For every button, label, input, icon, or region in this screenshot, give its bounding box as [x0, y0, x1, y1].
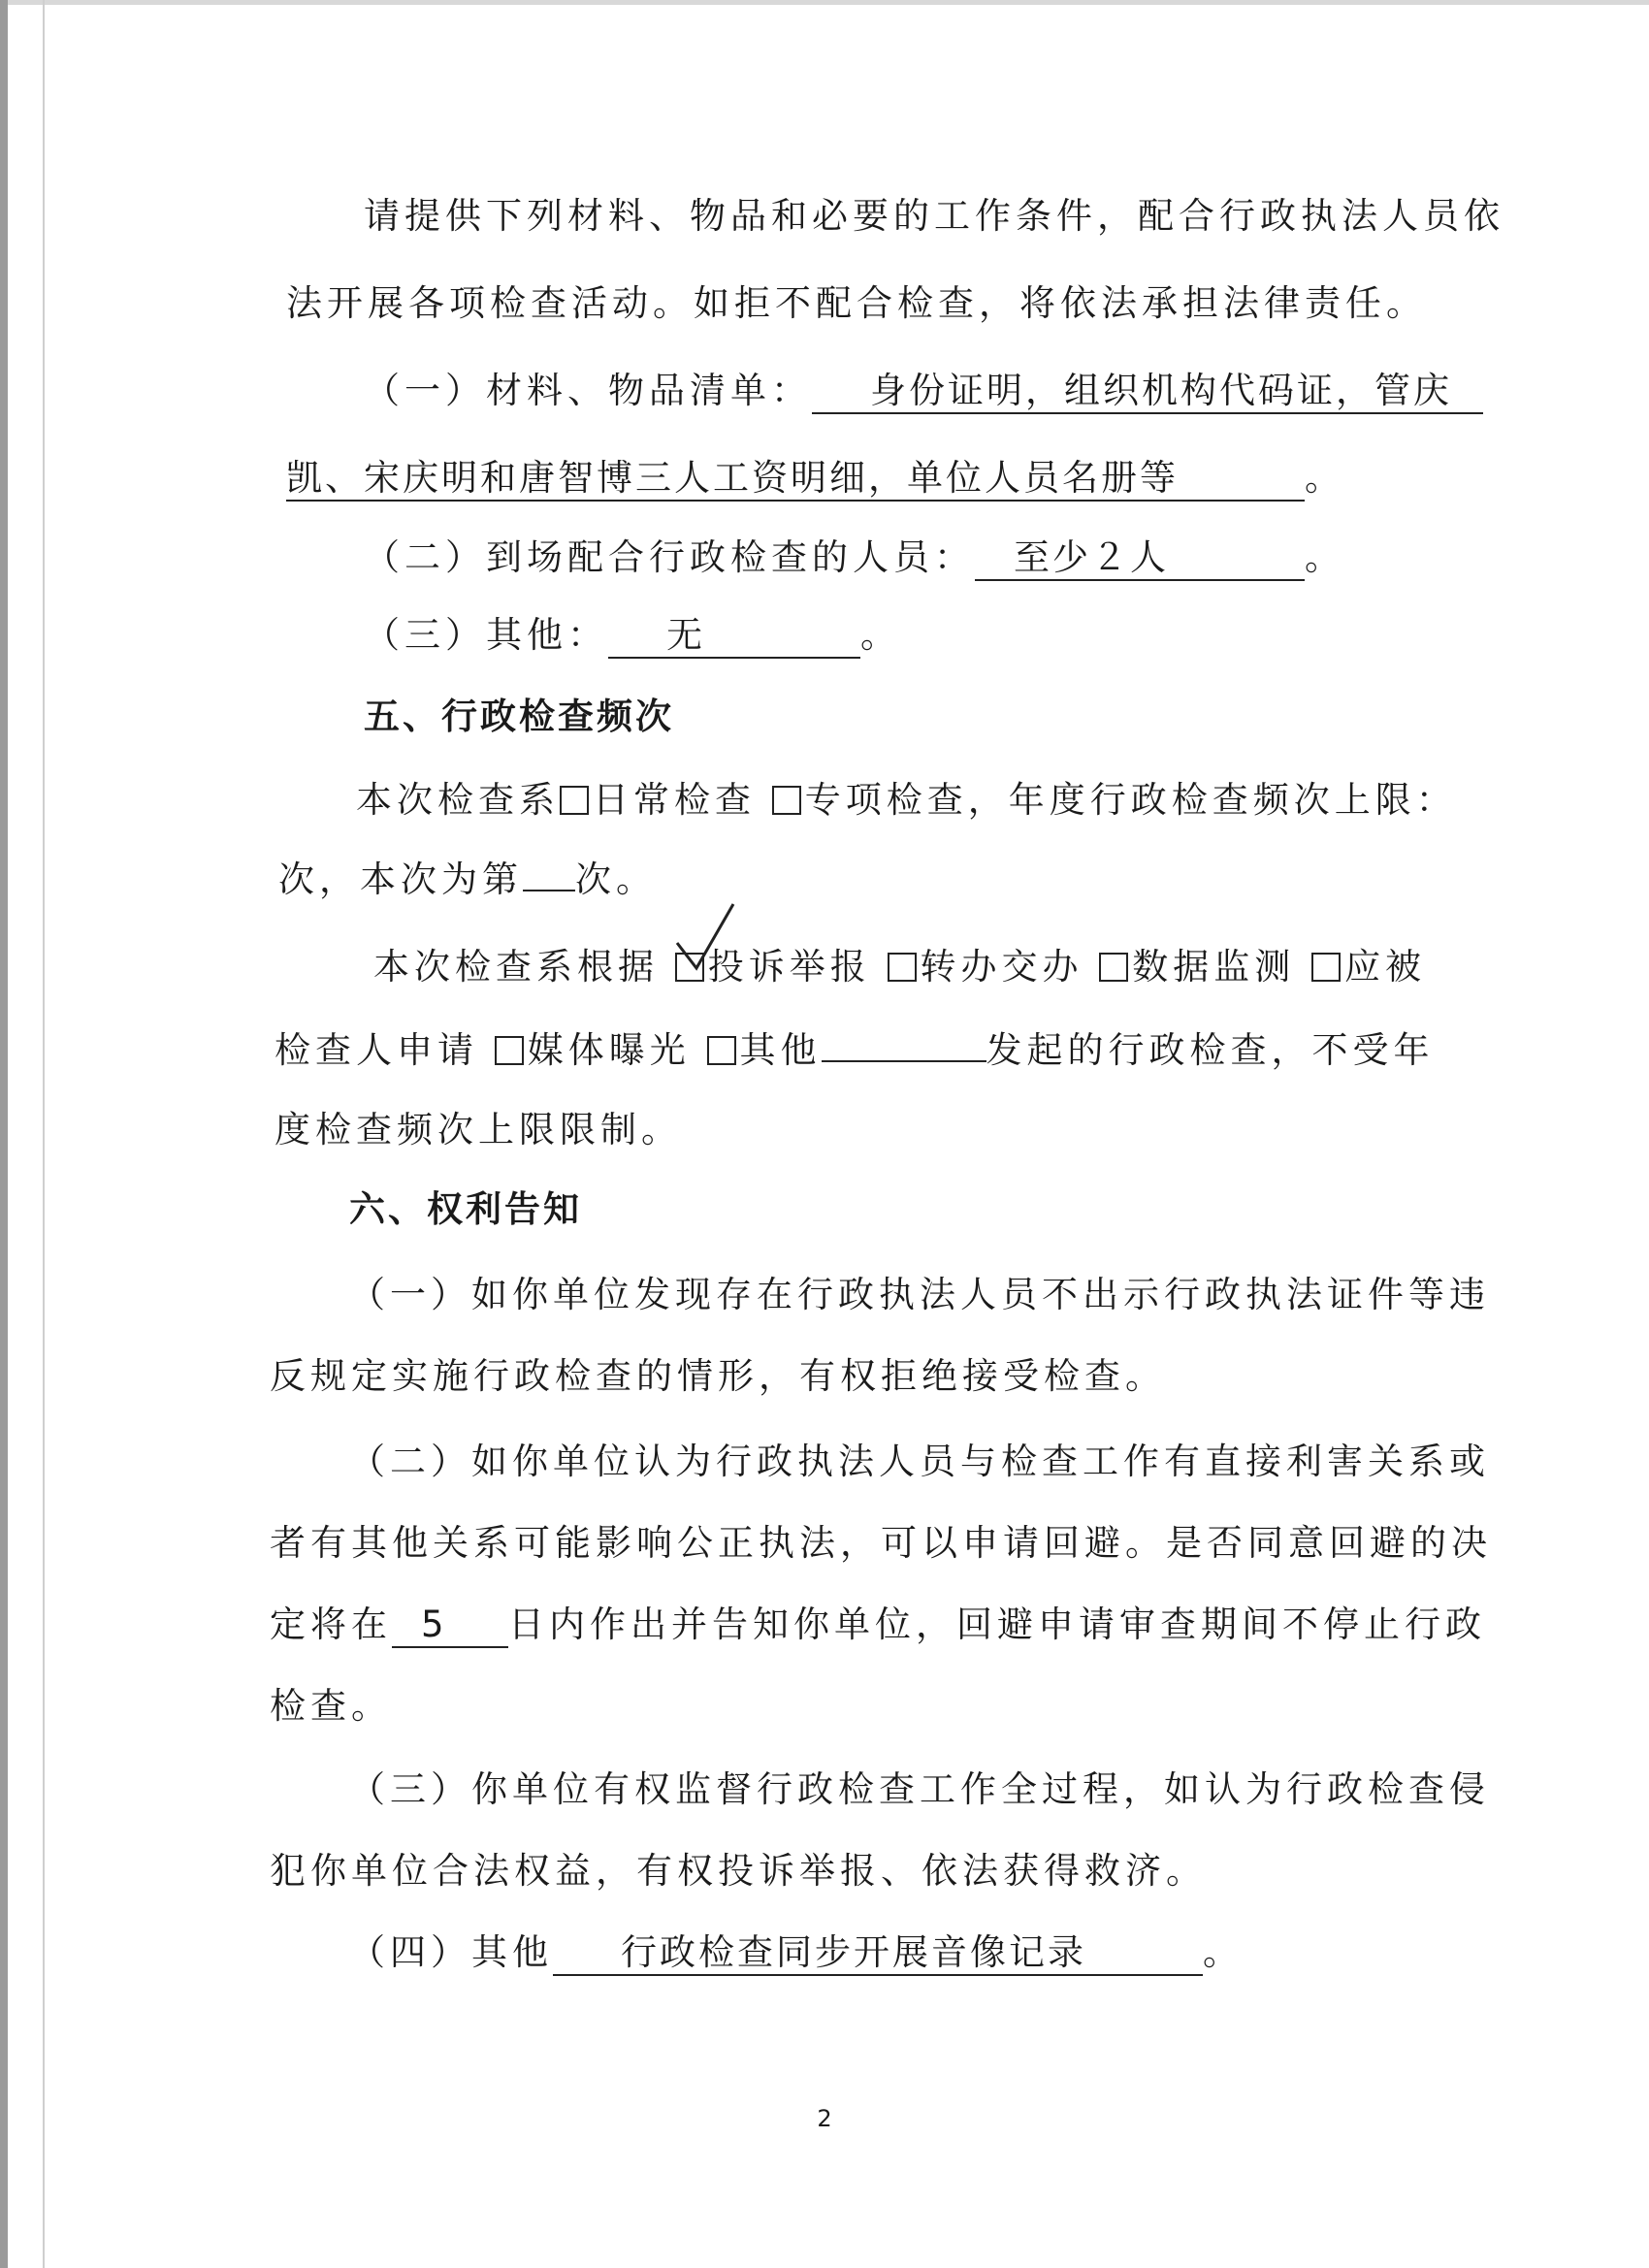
right2-line-2: 者有其他关系可能影响公正执法，可以申请回避。是否同意回避的决	[270, 1522, 1492, 1564]
other-period: 。	[860, 614, 901, 656]
scan-margin-line	[43, 0, 45, 2268]
scan-edge-top	[0, 0, 1649, 5]
freq-prefix: 本次检查系	[356, 779, 560, 821]
basis-line-3: 度检查频次上限限制。	[275, 1109, 682, 1150]
basis-opt-complaint: 投诉举报	[707, 946, 871, 988]
right1-line-2: 反规定实施行政检查的情形，有权拒绝接受检查。	[270, 1355, 1166, 1397]
right4-line	[349, 1928, 1244, 1977]
freq-line-1	[356, 776, 1457, 825]
checkbox-media[interactable]	[495, 1036, 524, 1065]
basis-line-1	[373, 943, 1426, 991]
scan-edge-left	[0, 0, 8, 2268]
section6-title: 六、权利告知	[349, 1188, 582, 1230]
materials-fill-1: 身份证明，组织机构代码证，管庆	[812, 370, 1483, 414]
other-line	[364, 611, 901, 660]
materials-period: 。	[1305, 457, 1345, 499]
freq-line2-a: 次，本次为第	[278, 859, 523, 900]
materials-label: （一）材料、物品清单：	[364, 370, 812, 411]
right4-fill: 行政检查同步开展音像记录	[553, 1931, 1203, 1976]
right3-line-2: 犯你单位合法权益，有权投诉举报、依法获得救济。	[270, 1850, 1207, 1892]
intro-line-2: 法开展各项检查活动。如拒不配合检查，将依法承担法律责任。	[286, 282, 1427, 324]
persons-label: （二）到场配合行政检查的人员：	[364, 536, 975, 578]
intro-line-1: 请提供下列材料、物品和必要的工作条件，配合行政执法人员依	[364, 195, 1504, 237]
materials-fill-2: 凯、宋庆明和唐智博三人工资明细，单位人员名册等	[286, 457, 1305, 502]
basis-prefix: 本次检查系根据	[373, 946, 659, 988]
checkbox-referral[interactable]	[888, 953, 917, 982]
basis-opt-media: 媒体曝光	[527, 1029, 691, 1071]
right4-period: 。	[1203, 1931, 1244, 1973]
right2-line3-b: 日内作出并告知你单位，回避申请审查期间不停止行政	[508, 1604, 1486, 1645]
right2-line-4: 检查。	[270, 1685, 392, 1727]
right2-line-1: （二）如你单位认为行政执法人员与检查工作有直接利害关系或	[349, 1441, 1490, 1482]
freq-count-fill	[523, 890, 575, 891]
avoidance-days-fill: 5	[392, 1604, 508, 1648]
right1-line-1: （一）如你单位发现存在行政执法人员不出示行政执法证件等违	[349, 1274, 1490, 1315]
basis-opt-referral: 转办交办	[920, 946, 1083, 988]
persons-fill: 至少２人	[975, 536, 1305, 581]
materials-line-1	[364, 367, 1483, 415]
right4-label: （四）其他	[349, 1931, 553, 1973]
materials-line-2	[286, 454, 1345, 502]
basis-line-2	[275, 1026, 1435, 1075]
freq-line-2	[278, 856, 657, 904]
checkbox-other[interactable]	[707, 1036, 736, 1065]
checkbox-complaint[interactable]	[675, 953, 704, 982]
checkbox-application[interactable]	[1311, 953, 1341, 982]
basis-line2-a: 检查人申请	[275, 1029, 478, 1071]
basis-other-fill	[822, 1060, 986, 1062]
checkbox-monitoring[interactable]	[1099, 953, 1128, 982]
page-number: 2	[817, 2105, 832, 2132]
other-fill: 无	[608, 614, 860, 659]
right2-line-3	[270, 1601, 1486, 1649]
section5-title: 五、行政检查频次	[364, 696, 674, 737]
checkbox-special[interactable]	[772, 786, 801, 815]
freq-opt-routine: 日常检查	[593, 779, 756, 821]
other-label: （三）其他：	[364, 614, 608, 656]
basis-opt-application: 应被	[1344, 946, 1427, 988]
freq-line2-b: 次。	[575, 859, 657, 900]
freq-opt-special: 专项检查，年度行政检查频次上限：	[804, 779, 1457, 821]
basis-opt-monitoring: 数据监测	[1132, 946, 1296, 988]
basis-line2-b: 发起的行政检查，不受年	[986, 1029, 1435, 1071]
persons-line	[364, 534, 1345, 582]
checkbox-routine[interactable]	[560, 786, 589, 815]
right2-line3-a: 定将在	[270, 1604, 392, 1645]
basis-opt-other: 其他	[739, 1029, 822, 1071]
persons-period: 。	[1305, 536, 1345, 578]
right3-line-1: （三）你单位有权监督行政检查工作全过程，如认为行政检查侵	[349, 1768, 1490, 1810]
